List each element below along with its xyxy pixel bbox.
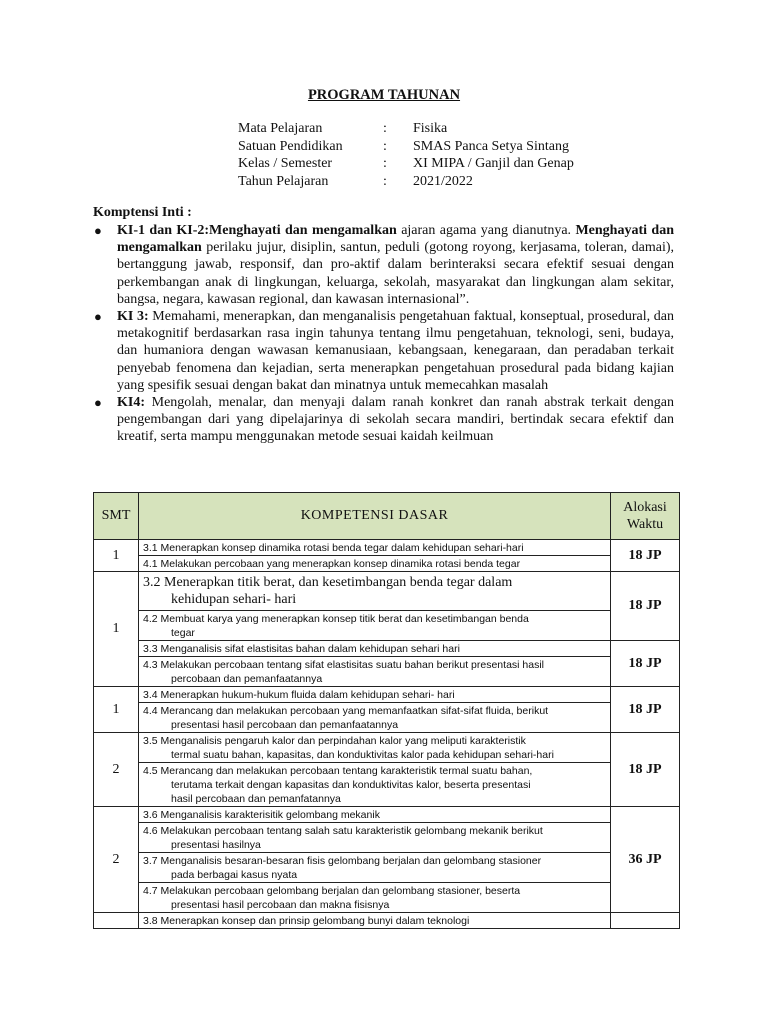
kd-line-text: 4.6 Melakukan percobaan tentang salah satu karakteristik gelombang mekanik berikut (143, 825, 543, 837)
kd-cell (139, 572, 611, 641)
kompetensi-dasar-table (93, 492, 680, 929)
ki-label: KI4: (117, 395, 145, 411)
kd-line-text: tegar (171, 627, 195, 639)
meta-colon: : (383, 173, 387, 189)
ki-text: Memahami, menerapkan, dan menganalisis pengetahuan faktual, konseptual, prosedural, dan metakognitif berdasarkan rasa ingin tahunya tentang ilmu pengetahuan, teknologi, seni, budaya, dan humaniora dengan wawasan kemanusiaan, kebangsaan, kenegaraan, dan peradaban terkait penyebab fenomena dan kejadian, serta menerapkan pengetahuan prosedural pada bidang kajian yang spesifik sesuai dengan bakat dan minatnya untuk memecahkan masalah (117, 309, 674, 393)
header-smt: SMT (94, 493, 139, 540)
kd-line-text: 4.7 Melakukan percobaan gelombang berjalan dan gelombang stasioner, beserta (143, 885, 521, 897)
meta-value: SMAS Panca Setya Sintang (413, 138, 569, 154)
kd-item-4-7 (139, 883, 610, 912)
kd-item-3-8: 3.8 Menerapkan konsep dan prinsip gelombang bunyi dalam teknologi (143, 915, 470, 927)
kd-item-4-6 (139, 823, 610, 853)
bullet-icon: ● (94, 309, 102, 325)
jp-cell: 18 JP (611, 687, 680, 733)
bullet-icon: ● (94, 223, 102, 238)
table-row (94, 572, 680, 641)
kd-line-text: 4.5 Merancang dan melakukan percobaan tentang karakteristik termal suatu bahan, (143, 765, 533, 777)
meta-value: XI MIPA / Ganjil dan Genap (413, 156, 574, 171)
ki-label: KI-1 dan KI-2:Menghayati dan mengamalkan (117, 223, 397, 238)
kd-line-text: 4.4 Merancang dan melakukan percobaan yang memanfaatkan sifat-sifat fluida, berikut (143, 705, 549, 717)
ki-text: Mengolah, menalar, dan menyaji dalam ranah konkret dan ranah abstrak terkait dengan pengembangan dari yang dipelajarinya di sekolah secara mandiri, bertindak secara efektif dan kreatif, serta mampu menggunakan metode sesuai kaidah keilmuan (117, 395, 674, 445)
meta-colon: : (383, 121, 387, 136)
header-alokasi-waktu (611, 493, 680, 540)
meta-row-subject (238, 120, 574, 138)
kd-cell (139, 641, 611, 687)
table-row (94, 540, 680, 572)
meta-row-school (238, 138, 574, 156)
meta-label: Satuan Pendidikan (238, 138, 343, 154)
smt-cell: 2 (94, 733, 139, 807)
ki-heading: Komptensi Inti : (93, 205, 192, 220)
jp-cell (611, 913, 680, 929)
smt-cell: 1 (94, 572, 139, 687)
ki-list (93, 222, 674, 446)
kd-item-4-4 (139, 703, 610, 732)
jp-cell: 18 JP (611, 540, 680, 572)
smt-cell: 1 (94, 540, 139, 572)
kd-item-3-6: 3.6 Menganalisis karakterisitik gelombang mekanik (139, 807, 610, 823)
meta-row-year (238, 173, 574, 191)
kd-line-text: kehidupan sehari- hari (171, 592, 297, 607)
kd-cell (139, 540, 611, 572)
ki-label: KI 3: (117, 309, 149, 325)
meta-value: Fisika (413, 121, 448, 136)
kd-line-text: 4.2 Membuat karya yang menerapkan konsep titik berat dan kesetimbangan benda (143, 613, 529, 625)
ki-item-3 (93, 308, 674, 394)
table-row (94, 687, 680, 733)
kd-item-4-1: 4.1 Melakukan percobaan yang menerapkan konsep dinamika rotasi benda tegar (143, 558, 521, 570)
kd-line-text: 3.7 Menganalisis besaran-besaran fisis gelombang berjalan dan gelombang stasioner (143, 855, 542, 867)
jp-cell: 18 JP (611, 641, 680, 687)
kd-item-3-2 (139, 572, 610, 611)
header-alokasi: Alokasi (623, 500, 667, 515)
kd-item-4-3 (139, 657, 610, 686)
kd-line-text: terutama terkait dengan kapasitas dan konduktivitas kalor, beserta presentasi (171, 779, 531, 791)
ki-text: ajaran agama yang dianutnya. (396, 223, 576, 238)
smt-cell: 2 (94, 807, 139, 913)
meta-label: Mata Pelajaran (238, 121, 323, 136)
smt-cell (94, 913, 139, 929)
kd-item-3-5 (139, 733, 610, 763)
kd-line-text: presentasi hasilnya (171, 839, 261, 851)
table-row (94, 913, 680, 929)
bullet-icon: ● (94, 395, 102, 411)
jp-cell: 36 JP (611, 807, 680, 913)
meta-label: Kelas / Semester (238, 156, 333, 171)
meta-colon: : (383, 138, 387, 154)
table-header-row (94, 493, 680, 540)
document-title: PROGRAM TAHUNAN (307, 87, 461, 103)
header-waktu: Waktu (626, 517, 664, 532)
kd-line-text: 3.5 Menganalisis pengaruh kalor dan perpindahan kalor yang meliputi karakteristik (143, 735, 526, 747)
header-kompetensi-dasar: KOMPETENSI DASAR (139, 493, 611, 540)
kd-cell (139, 733, 611, 807)
meta-value: 2021/2022 (413, 173, 473, 189)
meta-row-class (238, 155, 574, 173)
kd-line-text: hasil percobaan dan pemanfatannya (171, 793, 341, 805)
table-row (94, 733, 680, 807)
table-row (94, 641, 680, 687)
kd-line-text: termal suatu bahan, kapasitas, dan konduktivitas kalor pada kehidupan sehari-hari (171, 749, 554, 761)
kd-line-text: 4.3 Melakukan percobaan tentang sifat elastisitas suatu bahan berikut presentasi hasil (143, 659, 544, 671)
kd-cell (139, 807, 611, 913)
meta-colon: : (383, 156, 387, 171)
kd-cell (139, 687, 611, 733)
ki-item-1-2 (93, 222, 674, 308)
smt-cell: 1 (94, 687, 139, 733)
kd-item-3-3: 3.3 Menganalisis sifat elastisitas bahan dalam kehidupan sehari hari (139, 641, 610, 657)
kd-item-3-1: 3.1 Menerapkan konsep dinamika rotasi benda tegar dalam kehidupan sehari-hari (139, 540, 610, 556)
jp-cell: 18 JP (611, 572, 680, 641)
kd-line-text: 3.2 Menerapkan titik berat, dan kesetimbangan benda tegar dalam (143, 575, 513, 590)
meta-label: Tahun Pelajaran (238, 173, 329, 189)
kd-line-text: presentasi hasil percobaan dan makna fisisnya (171, 899, 390, 911)
kd-item-3-7 (139, 853, 610, 883)
kd-item-4-2 (139, 611, 610, 640)
ki-text: perilaku jujur, disiplin, santun, peduli (gotong royong, kerjasama, toleran, damai), bertanggung jawab, responsif, dan pro-aktif dalam berinteraksi secara efektif sesuai dengan perkembangan anak di lingkungan, keluarga, sekolah, masyarakat dan lingkungan alam sekitar, bangsa, negara, kawasan regional, dan kawasan internasional”. (117, 240, 674, 307)
ki-item-4 (93, 394, 674, 446)
kd-cell (139, 913, 611, 929)
ki-emphasis: Menghayati dan mengamalkan (117, 223, 674, 256)
kd-line-text: percobaan dan pemanfaatannya (171, 673, 323, 685)
table-row (94, 807, 680, 913)
jp-cell: 18 JP (611, 733, 680, 807)
kd-item-3-4: 3.4 Menerapkan hukum-hukum fluida dalam kehidupan sehari- hari (139, 687, 610, 703)
kd-line-text: pada berbagai kasus nyata (171, 869, 298, 881)
kd-line-text: presentasi hasil percobaan dan pemanfaatannya (171, 719, 399, 731)
kd-item-4-5 (139, 763, 610, 806)
document-meta (238, 120, 574, 190)
